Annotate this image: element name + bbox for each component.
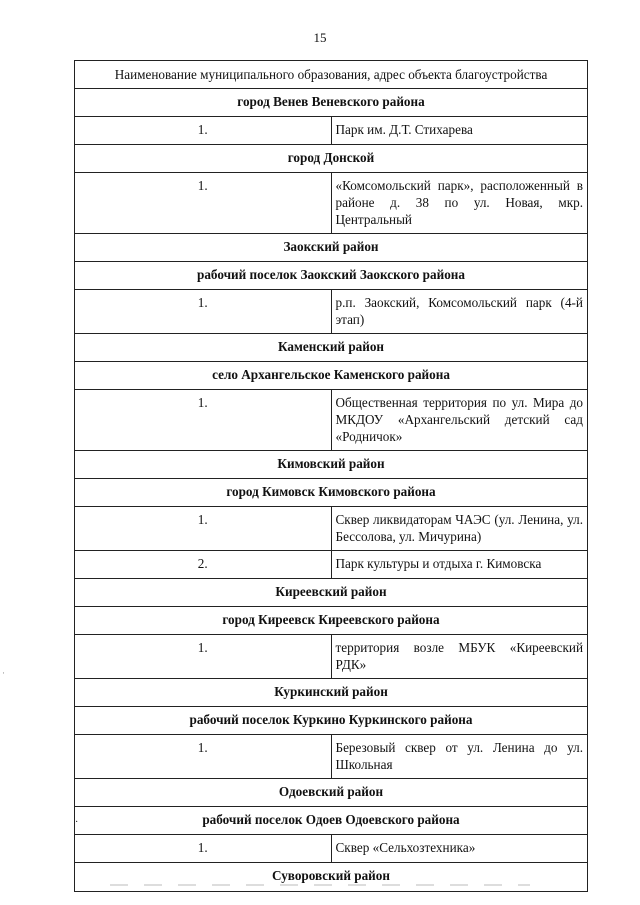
improvement-objects-table [74, 60, 588, 892]
item-row [75, 117, 588, 145]
item-number: 1. [75, 290, 332, 334]
item-row [75, 551, 588, 579]
section-row [75, 234, 588, 262]
item-text: Сквер ликвидаторам ЧАЭС (ул. Ленина, ул. Бессолова, ул. Мичурина) [331, 507, 588, 551]
section-row [75, 334, 588, 362]
section-row [75, 679, 588, 707]
item-text: Общественная территория по ул. Мира до МКДОУ «Архангельский детский сад «Родничок» [331, 390, 588, 451]
page-number: 15 [313, 30, 327, 45]
item-number: 1. [75, 735, 332, 779]
table-header-row [75, 61, 588, 89]
item-row [75, 173, 588, 234]
scan-noise [110, 884, 530, 886]
section-row [75, 451, 588, 479]
section-heading: рабочий поселок Одоев Одоевского района [75, 807, 588, 835]
item-row [75, 835, 588, 863]
item-number: 1. [75, 835, 332, 863]
scan-mark: · [75, 817, 79, 828]
section-row [75, 607, 588, 635]
item-number: 1. [75, 390, 332, 451]
item-text: Парк им. Д.Т. Стихарева [331, 117, 588, 145]
section-heading: город Венев Веневского района [75, 89, 588, 117]
section-row [75, 89, 588, 117]
item-text: р.п. Заокский, Комсомольский парк (4-й этап) [331, 290, 588, 334]
section-row [75, 145, 588, 173]
scan-mark: · [2, 668, 5, 678]
section-row [75, 479, 588, 507]
section-heading: Одоевский район [75, 779, 588, 807]
item-row [75, 507, 588, 551]
item-text: Березовый сквер от ул. Ленина до ул. Школьная [331, 735, 588, 779]
section-heading: Заокский район [75, 234, 588, 262]
section-heading: Куркинский район [75, 679, 588, 707]
table-header: Наименование муниципального образования, адрес объекта благоустройства [75, 61, 588, 89]
section-heading: Каменский район [75, 334, 588, 362]
section-heading: рабочий поселок Заокский Заокского района [75, 262, 588, 290]
item-number: 1. [75, 173, 332, 234]
item-row [75, 635, 588, 679]
section-row [75, 779, 588, 807]
section-row [75, 262, 588, 290]
item-number: 2. [75, 551, 332, 579]
section-row [75, 807, 588, 835]
section-heading: Киреевский район [75, 579, 588, 607]
item-number: 1. [75, 117, 332, 145]
item-text: «Комсомольский парк», расположенный в районе д. 38 по ул. Новая, мкр. Центральный [331, 173, 588, 234]
item-text: Сквер «Сельхозтехника» [331, 835, 588, 863]
section-heading: город Киреевск Киреевского района [75, 607, 588, 635]
section-heading: Суворовский район [75, 863, 588, 892]
section-row [75, 863, 588, 892]
section-heading: город Донской [75, 145, 588, 173]
item-row [75, 290, 588, 334]
item-number: 1. [75, 507, 332, 551]
section-heading: город Кимовск Кимовского района [75, 479, 588, 507]
section-row [75, 362, 588, 390]
item-row [75, 390, 588, 451]
item-number: 1. [75, 635, 332, 679]
item-text: Парк культуры и отдыха г. Кимовска [331, 551, 588, 579]
section-heading: Кимовский район [75, 451, 588, 479]
item-row [75, 735, 588, 779]
section-heading: рабочий поселок Куркино Куркинского района [75, 707, 588, 735]
section-heading: село Архангельское Каменского района [75, 362, 588, 390]
section-row [75, 707, 588, 735]
item-text: территория возле МБУК «Киреевский РДК» [331, 635, 588, 679]
section-row [75, 579, 588, 607]
